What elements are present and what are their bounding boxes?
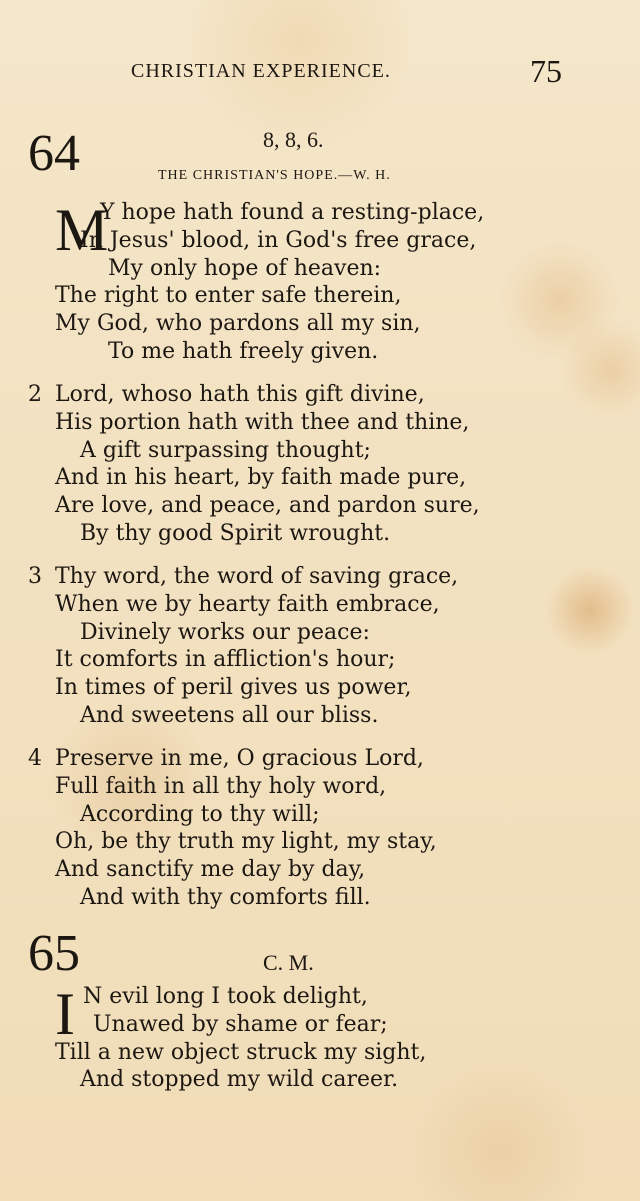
verse-line: And in his heart, by faith made pure, (55, 465, 467, 491)
verse-line: And stopped my wild career. (80, 1067, 399, 1093)
stanza-1 (0, 199, 484, 366)
stanza-number: 4 (28, 746, 42, 771)
verse-line: A gift surpassing thought; (80, 437, 371, 463)
verse-line: Divinely works our peace: (80, 619, 370, 645)
verse-line: It comforts in affliction's hour; (55, 647, 396, 673)
verse-line: In times of peril gives us power, (55, 675, 412, 701)
verse-line: To me hath freely given. (108, 338, 379, 364)
stanza-4 (0, 745, 437, 912)
verse-line: Thy word, the word of saving grace, (55, 564, 459, 589)
stanza-1 (0, 983, 426, 1094)
stanza-3 (0, 563, 458, 730)
verse-line: When we by hearty faith embrace, (55, 591, 440, 617)
verse-line: According to thy will; (80, 801, 320, 827)
verse-line: Till a new object struck my sight, (55, 1039, 427, 1065)
verse-line: My only hope of heaven: (108, 255, 382, 281)
running-head: CHRISTIAN EXPERIENCE. (131, 60, 391, 82)
verse-line: In Jesus' blood, in God's free grace, (80, 227, 477, 253)
stanza-number: 2 (28, 382, 42, 407)
verse-line: And with thy comforts fill. (80, 884, 371, 910)
verse-line: Preserve in me, O gracious Lord, (55, 746, 424, 771)
hymn-number: 65 (28, 925, 80, 982)
drop-cap: M (55, 197, 109, 263)
hymn-title: THE CHRISTIAN'S HOPE.—W. H. (158, 168, 391, 183)
verse-line: Y hope hath found a resting-place, (100, 200, 485, 225)
verse-line: My God, who pardons all my sin, (55, 311, 421, 337)
verse-line: Oh, be thy truth my light, my stay, (55, 829, 437, 855)
drop-cap: I (55, 981, 75, 1047)
verse-line: N evil long I took delight, (83, 984, 368, 1009)
stanza-2 (0, 381, 480, 548)
hymn-meter: C. M. (263, 950, 314, 975)
verse-line: Lord, whoso hath this gift divine, (55, 382, 425, 407)
hymn-meter: 8, 8, 6. (263, 127, 324, 152)
verse-line: Are love, and peace, and pardon sure, (55, 493, 480, 519)
verse-line: And sanctify me day by day, (55, 857, 366, 883)
verse-line: The right to enter safe therein, (55, 283, 402, 309)
page-number: 75 (530, 53, 562, 89)
verse-line: And sweetens all our bliss. (80, 702, 379, 728)
stanza-number: 3 (28, 564, 42, 589)
verse-line: Full faith in all thy holy word, (55, 773, 387, 799)
verse-line: By thy good Spirit wrought. (80, 520, 391, 546)
verse-line: Unawed by shame or fear; (93, 1011, 388, 1037)
verse-line: His portion hath with thee and thine, (55, 409, 470, 435)
hymn-number: 64 (28, 125, 80, 182)
